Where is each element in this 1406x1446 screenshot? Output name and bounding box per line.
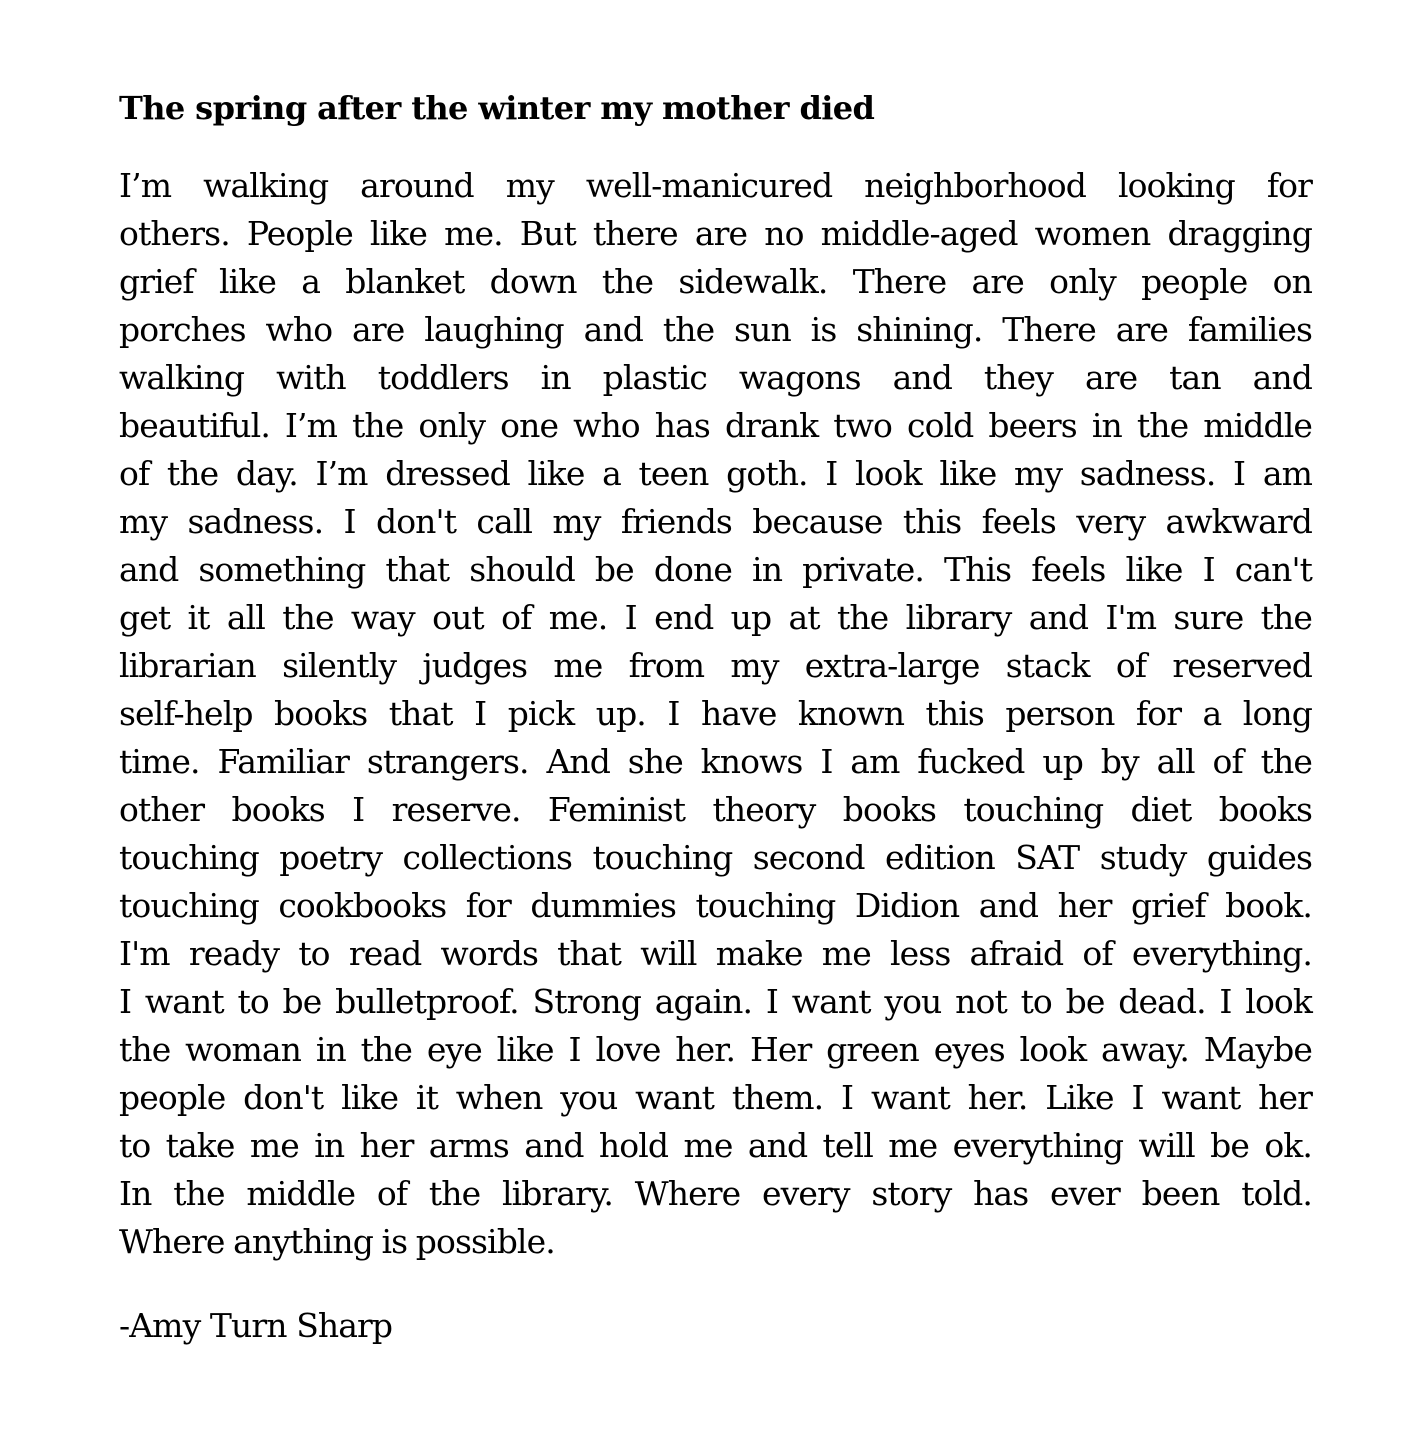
poem-line: my sadness. I don't call my friends because this feels very awkward <box>119 502 1312 541</box>
poem-line: Where anything is possible. <box>119 1222 555 1261</box>
poem-line: In the middle of the library. Where every story has ever been told. <box>119 1174 1312 1213</box>
poem-line: get it all the way out of me. I end up at the library and I'm sure the <box>119 598 1312 637</box>
poem-line: I'm ready to read words that will make me less afraid of everything. <box>119 934 1312 973</box>
poem-line: to take me in her arms and hold me and tell me everything will be ok. <box>119 1126 1312 1165</box>
poem-line: I want to be bulletproof. Strong again. I want you not to be dead. I look <box>119 982 1312 1021</box>
poem-title: The spring after the winter my mother died <box>119 89 875 127</box>
poem-line: walking with toddlers in plastic wagons and they are tan and <box>119 358 1312 397</box>
poem-author: -Amy Turn Sharp <box>119 1306 393 1345</box>
poem-line: touching cookbooks for dummies touching Didion and her grief book. <box>119 886 1312 925</box>
poem-line: self-help books that I pick up. I have known this person for a long <box>119 694 1312 733</box>
poem-line: other books I reserve. Feminist theory books touching diet books <box>119 790 1312 829</box>
poem-page <box>119 84 1312 1350</box>
poem-line: people don't like it when you want them. I want her. Like I want her <box>119 1078 1312 1117</box>
poem-line: beautiful. I’m the only one who has drank two cold beers in the middle <box>119 406 1312 445</box>
poem-body <box>119 162 1312 1266</box>
poem-line: librarian silently judges me from my extra-large stack of reserved <box>119 646 1312 685</box>
poem-line: grief like a blanket down the sidewalk. There are only people on <box>119 262 1312 301</box>
poem-line: touching poetry collections touching second edition SAT study guides <box>119 838 1312 877</box>
poem-line: the woman in the eye like I love her. Her green eyes look away. Maybe <box>119 1030 1312 1069</box>
poem-line: time. Familiar strangers. And she knows I am fucked up by all of the <box>119 742 1312 781</box>
poem-line: porches who are laughing and the sun is shining. There are families <box>119 310 1312 349</box>
poem-line: and something that should be done in private. This feels like I can't <box>119 550 1312 589</box>
poem-line: I’m walking around my well-manicured neighborhood looking for <box>119 166 1312 205</box>
poem-line: of the day. I’m dressed like a teen goth. I look like my sadness. I am <box>119 454 1312 493</box>
poem-line: others. People like me. But there are no middle-aged women dragging <box>119 214 1312 253</box>
